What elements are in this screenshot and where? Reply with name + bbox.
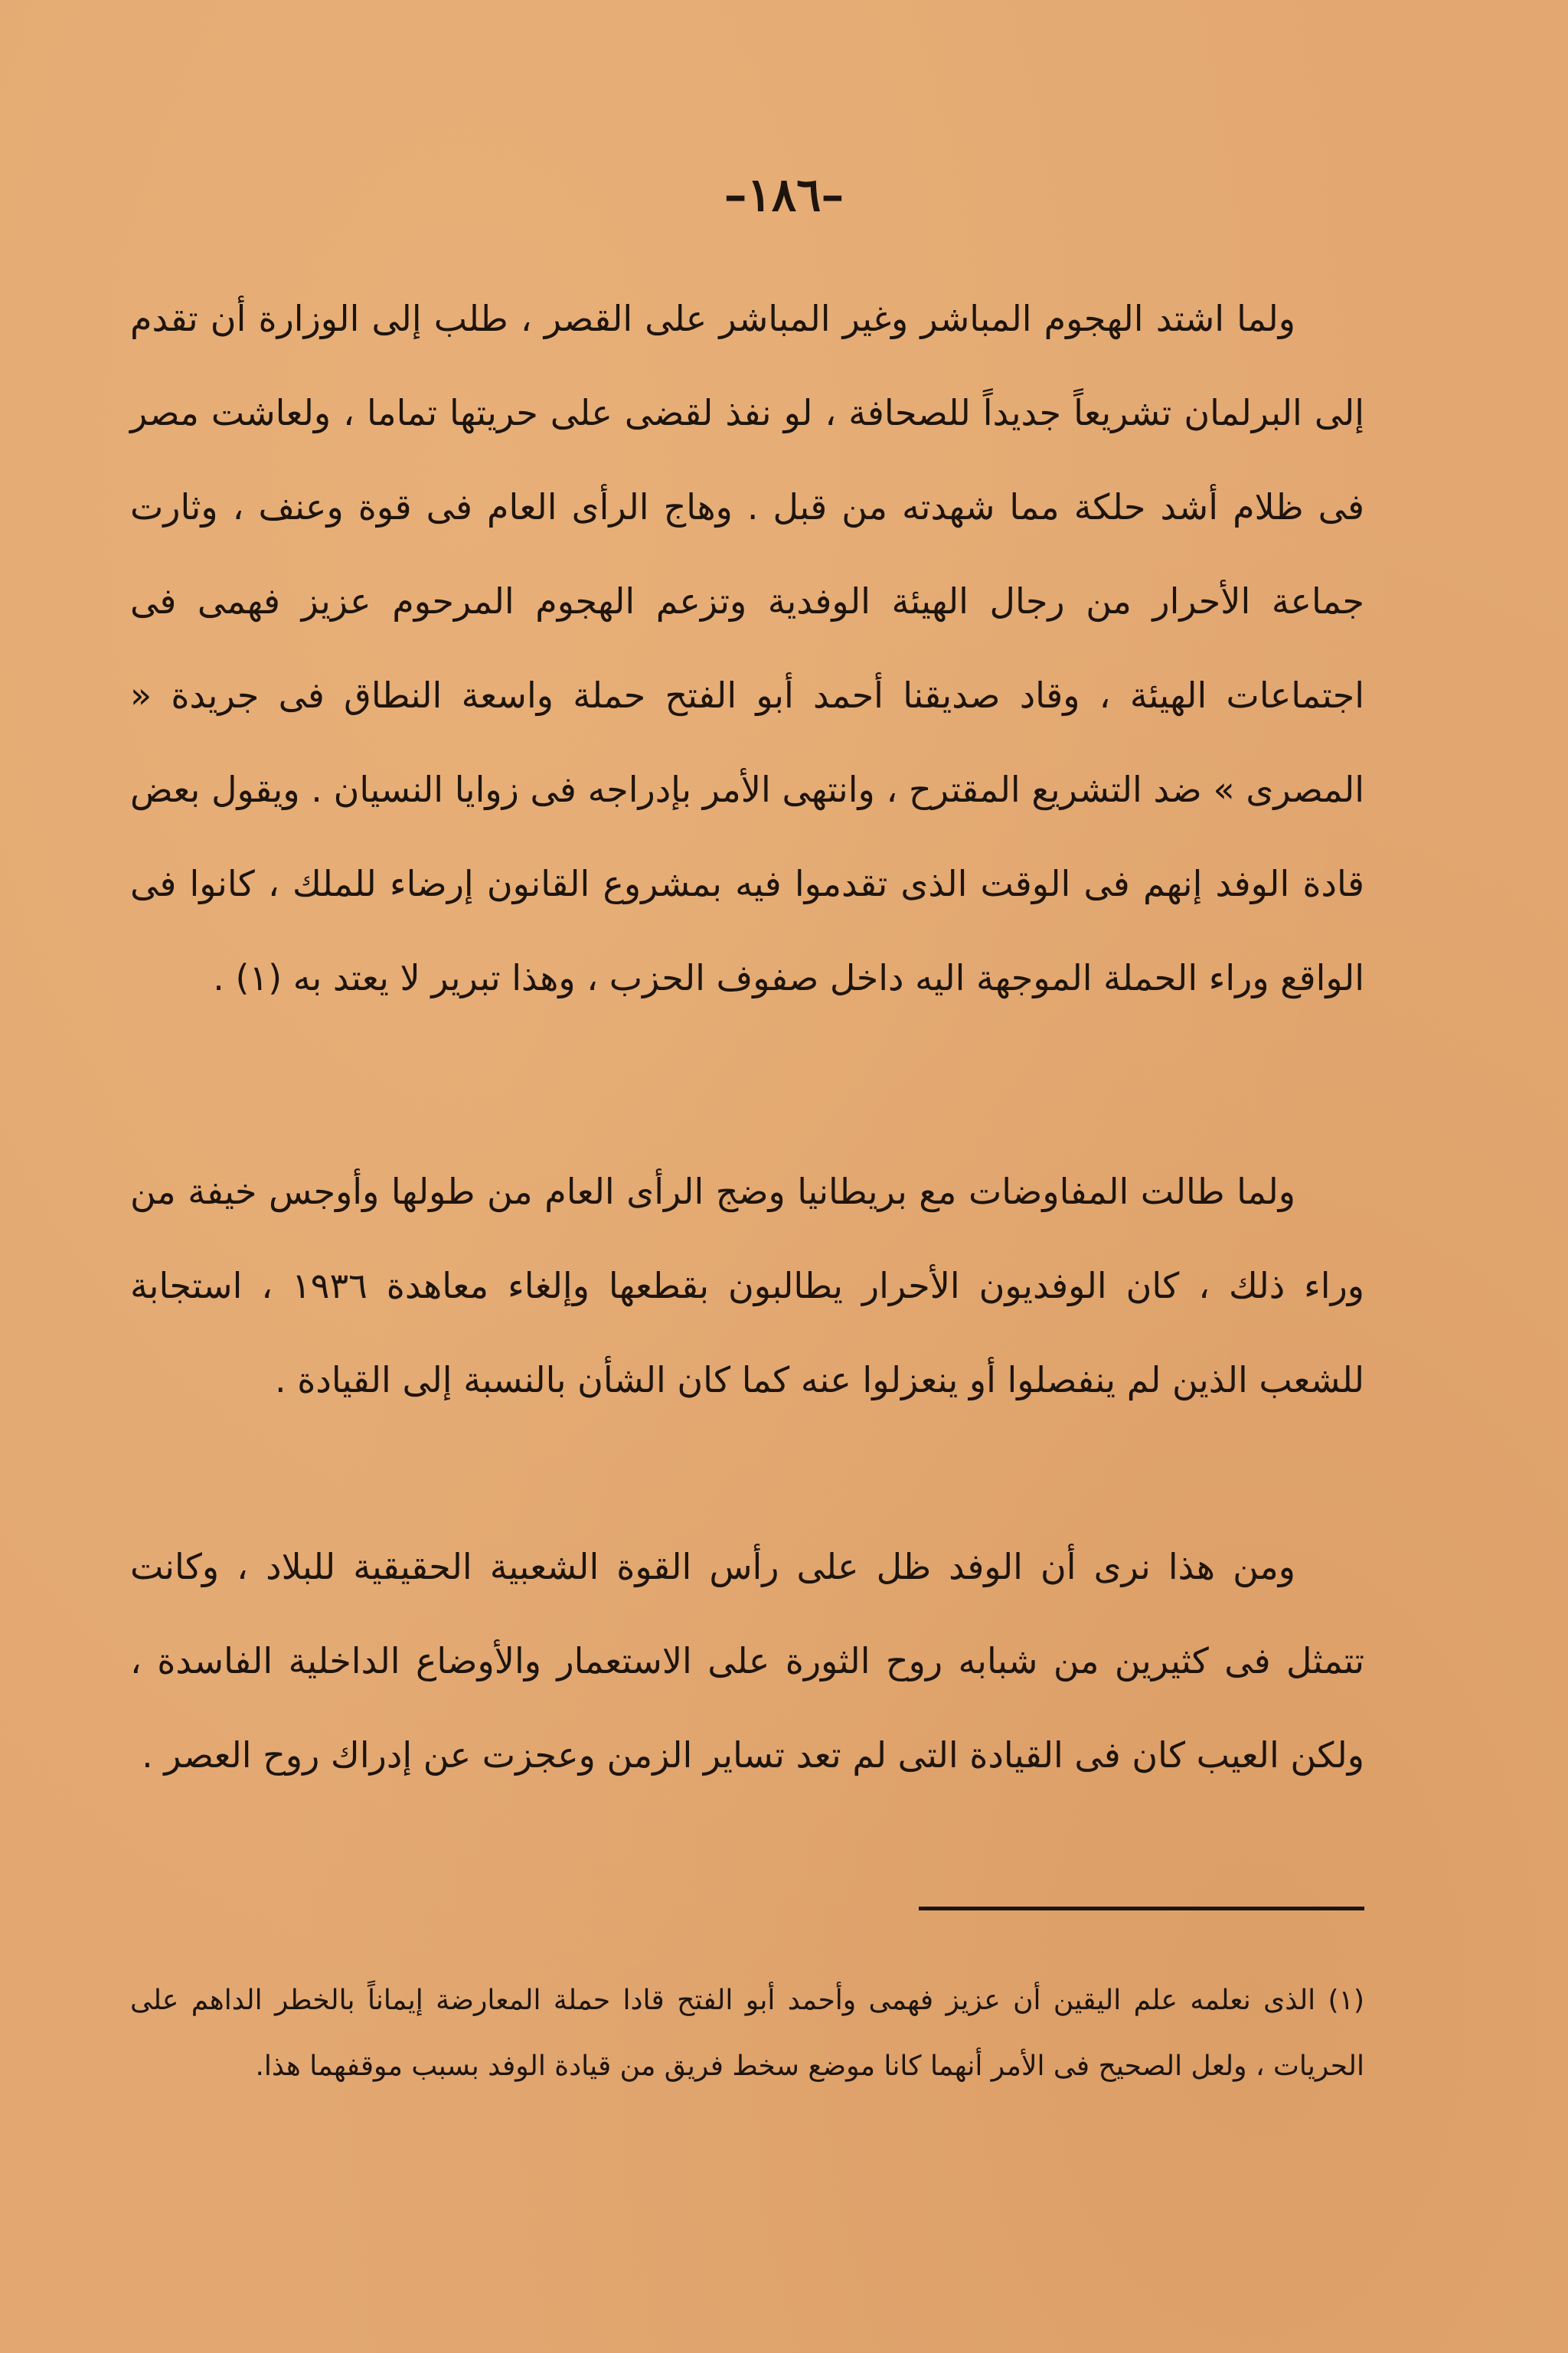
paragraph-conclusion (130, 1520, 1364, 1802)
footnote-text: (١) الذى نعلمه علم اليقين أن عزيز فهمى وأحمد أبو الفتح قادا حملة المعارضة إيماناً بالخطر الداهم على الحريات ، ولعل الصحيح فى الأمر أنهما كانا موضع سخط فريق من قيادة الوفد بسبب موقفهما هذا. (130, 1985, 1364, 2082)
paragraph-text: ومن هذا نرى أن الوفد ظل على رأس القوة الشعبية الحقيقية للبلاد ، وكانت تتمثل فى كثيرين من شبابه روح الثورة على الاستعمار والأوضاع الداخلية الفاسدة ، ولكن العيب كان فى القيادة التى لم تعد تساير الزمن وعجزت عن إدراك روح العصر . (130, 1546, 1364, 1776)
paragraph-negotiations (130, 1145, 1364, 1427)
paragraph-text: ولما اشتد الهجوم المباشر وغير المباشر على القصر ، طلب إلى الوزارة أن تقدم إلى البرلمان تشريعاً جديداً للصحافة ، لو نفذ لقضى على حريتها تماما ، ولعاشت مصر فى ظلام أشد حلكة مما شهدته من قبل . وهاج الرأى العام فى قوة وعنف ، وثارت جماعة الأحرار من رجال الهيئة الوفدية وتزعم الهجوم المرحوم عزيز فهمى فى اجتماعات الهيئة ، وقاد صديقنا أحمد أبو الفتح حملة واسعة النطاق فى جريدة « المصرى » ضد التشريع المقترح ، وانتهى الأمر بإدراجه فى زوايا النسيان . ويقول بعض قادة الوفد إنهم فى الوقت الذى تقدموا فيه بمشروع القانون إرضاء للملك ، كانوا فى الواقع وراء الحملة الموجهة اليه داخل صفوف الحزب ، وهذا تبرير لا يعتد به (١) . (130, 298, 1364, 998)
footnote (130, 1968, 1364, 2100)
paragraph-press-law (130, 272, 1364, 1025)
paragraph-text: ولما طالت المفاوضات مع بريطانيا وضج الرأى العام من طولها وأوجس خيفة من وراء ذلك ، كان الوفديون الأحرار يطالبون بقطعها وإلغاء معاهدة ١٩٣٦ ، استجابة للشعب الذين لم ينفصلوا أو ينعزلوا عنه كما كان الشأن بالنسبة إلى القيادة . (130, 1171, 1364, 1400)
footnote-divider (919, 1907, 1364, 1910)
page-number: –١٨٦– (724, 168, 844, 222)
